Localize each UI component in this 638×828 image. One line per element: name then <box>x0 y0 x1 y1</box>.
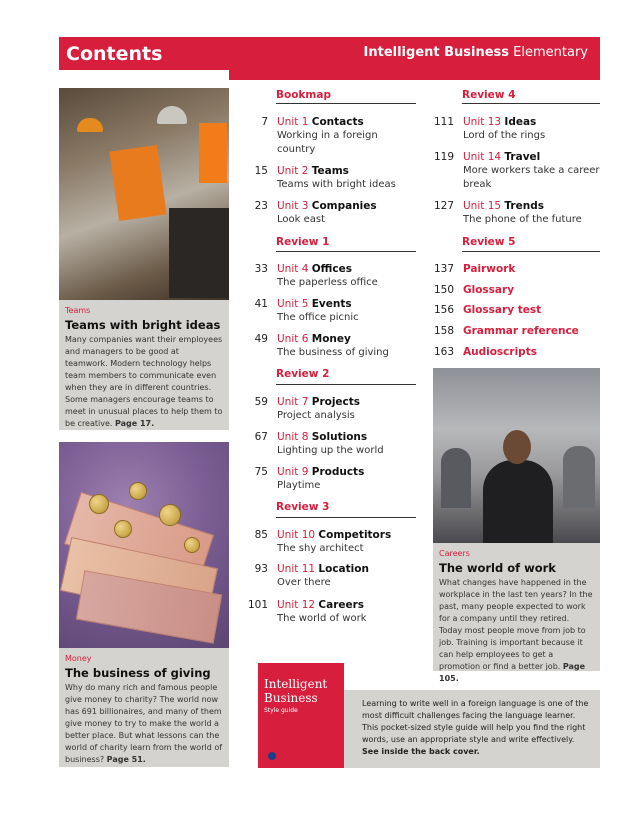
coin-shape <box>129 482 147 500</box>
panel-title: The business of giving <box>65 666 211 680</box>
toc-entry[interactable] <box>254 396 361 423</box>
careers-panel <box>433 543 600 683</box>
review-heading[interactable]: Review 1 <box>276 236 330 248</box>
toc-entry[interactable] <box>433 304 542 316</box>
toc-entry[interactable] <box>433 346 537 358</box>
page-number: 93 <box>254 563 268 575</box>
interview-photo <box>433 368 600 543</box>
divider <box>462 251 600 252</box>
unit-subtitle: Teams with bright ideas <box>277 179 396 190</box>
unit-subtitle: Playtime <box>277 480 321 491</box>
extra-label: Glossary <box>463 284 515 296</box>
review-heading[interactable]: Review 3 <box>276 501 330 513</box>
unit-topic: Solutions <box>311 431 368 443</box>
toc-entry[interactable] <box>254 563 369 590</box>
unit-title <box>277 599 367 611</box>
toc-entry[interactable] <box>254 200 377 227</box>
teams-panel <box>59 300 229 430</box>
unit-title <box>277 396 360 408</box>
page-ref[interactable]: Page 51. <box>106 755 146 764</box>
unit-topic: Trends <box>504 200 544 212</box>
unit-number: Unit 12 <box>277 599 316 611</box>
extra-label: Grammar reference <box>463 325 579 337</box>
person-head-shape <box>503 430 531 464</box>
toc-entry[interactable] <box>254 165 396 192</box>
page-number: 137 <box>433 263 454 275</box>
unit-title <box>277 298 359 310</box>
back-cover-link[interactable]: See inside the back cover. <box>362 747 480 756</box>
unit-number: Unit 6 <box>277 333 309 345</box>
toc-entry[interactable] <box>261 116 378 157</box>
unit-topic: Ideas <box>504 116 537 128</box>
panel-body: Why do many rich and famous people give money to charity? The world now has 691 billionaires, and many of them give money to try to make the world a better place. But what lessons can the world of charity learn from the world of business? <box>65 683 223 764</box>
unit-subtitle: The shy architect <box>277 543 364 554</box>
divider <box>276 517 416 518</box>
coin-shape <box>89 494 109 514</box>
divider <box>276 251 416 252</box>
toc-entry[interactable] <box>433 263 516 275</box>
unit-topic: Competitors <box>318 529 392 541</box>
page-number: 119 <box>433 151 454 163</box>
toc-entry[interactable] <box>254 333 389 360</box>
unit-title <box>277 263 378 275</box>
unit-title <box>277 116 378 128</box>
toc-entry[interactable] <box>254 466 365 493</box>
page-number: 67 <box>254 431 268 443</box>
unit-number: Unit 14 <box>463 151 502 163</box>
unit-topic: Money <box>311 333 351 345</box>
unit-subtitle: The world of work <box>277 613 367 624</box>
book-subtitle: Style guide <box>264 707 298 714</box>
toc-entry[interactable] <box>254 298 359 325</box>
subtitle-line: Working in a foreign <box>277 130 378 141</box>
unit-title <box>277 466 364 478</box>
page-number: 33 <box>254 263 268 275</box>
style-guide-text <box>362 698 592 758</box>
page-number: 85 <box>254 529 268 541</box>
book-title <box>264 677 327 705</box>
safety-vest-shape <box>199 123 227 183</box>
unit-topic: Offices <box>311 263 352 275</box>
unit-topic: Careers <box>318 599 365 611</box>
review-heading[interactable]: Review 2 <box>276 368 330 380</box>
page-number: 59 <box>254 396 268 408</box>
unit-number: Unit 3 <box>277 200 309 212</box>
unit-subtitle <box>277 129 378 157</box>
subtitle-line: break <box>463 179 492 190</box>
unit-subtitle: The office picnic <box>277 312 359 323</box>
unit-topic: Companies <box>311 200 377 212</box>
page-ref[interactable]: Page 17. <box>114 419 155 428</box>
coin-shape <box>184 537 200 553</box>
divider <box>276 384 416 385</box>
unit-number: Unit 4 <box>277 263 309 275</box>
publisher-logo-icon <box>268 752 276 760</box>
unit-subtitle: The paperless office <box>277 277 378 288</box>
unit-subtitle: Lighting up the world <box>277 445 384 456</box>
unit-number: Unit 1 <box>277 116 309 128</box>
panel-body: Many companies want their employees and managers to be good at teamwork. Modern technology helps team members to communicate even when they are in different countries. Some managers encourage teams to meet in unusual places to help them to be creative. <box>65 335 223 428</box>
page-number: 7 <box>261 116 268 128</box>
page-number: 111 <box>433 116 454 128</box>
unit-topic: Teams <box>311 165 349 177</box>
page-ref[interactable]: Page 105. <box>439 662 586 683</box>
toc-entry[interactable] <box>254 529 392 556</box>
unit-title <box>463 116 545 128</box>
safety-vest-shape <box>109 145 166 221</box>
unit-title <box>277 200 377 212</box>
person-shape <box>441 448 471 508</box>
unit-number: Unit 2 <box>277 165 309 177</box>
divider <box>276 103 416 104</box>
coin-shape <box>114 520 132 538</box>
panel-text <box>65 334 223 430</box>
money-photo <box>59 442 229 648</box>
unit-title <box>277 529 391 541</box>
unit-title <box>277 563 369 575</box>
book-title-line: Business <box>264 691 318 705</box>
page-number: 150 <box>433 284 454 296</box>
toc-entry[interactable] <box>433 151 600 192</box>
money-panel <box>59 648 229 767</box>
unit-subtitle <box>463 164 600 192</box>
unit-topic: Contacts <box>311 116 364 128</box>
extra-label: Glossary test <box>463 304 542 316</box>
panel-tag: Teams <box>65 306 91 315</box>
hardhat-shape <box>77 118 103 132</box>
panel-title: The world of work <box>439 561 556 575</box>
brand-label <box>364 45 588 60</box>
toc-entry[interactable] <box>433 284 515 296</box>
toc-entry[interactable] <box>433 325 579 337</box>
unit-subtitle: Lord of the rings <box>463 130 546 141</box>
review-heading[interactable]: Review 4 <box>462 89 516 101</box>
unit-subtitle: The phone of the future <box>463 214 582 225</box>
page-number: 127 <box>433 200 454 212</box>
panel-text <box>439 577 594 685</box>
page-number: 23 <box>254 200 268 212</box>
unit-title <box>463 200 582 212</box>
unit-number: Unit 9 <box>277 466 309 478</box>
page-number: 75 <box>254 466 268 478</box>
unit-subtitle: Look east <box>277 214 326 225</box>
page-number: 101 <box>247 599 268 611</box>
panel-title: Teams with bright ideas <box>65 318 221 332</box>
unit-topic: Events <box>311 298 352 310</box>
hardhat-shape <box>157 106 187 124</box>
unit-subtitle: Project analysis <box>277 410 355 421</box>
extra-label: Audioscripts <box>463 346 537 358</box>
subtitle-line: country <box>277 144 316 155</box>
divider <box>462 103 600 104</box>
header-underbar <box>229 70 600 80</box>
unit-topic: Location <box>318 563 369 575</box>
page-number: 41 <box>254 298 268 310</box>
page-number: 163 <box>433 346 454 358</box>
person-shape <box>563 446 595 508</box>
toc-entry[interactable] <box>433 116 546 143</box>
unit-number: Unit 15 <box>463 200 502 212</box>
unit-number: Unit 7 <box>277 396 309 408</box>
book-title-line: Intelligent <box>264 677 328 691</box>
review-heading[interactable]: Review 5 <box>462 236 516 248</box>
subtitle-line: More workers take a career <box>463 165 600 176</box>
page-number: 158 <box>433 325 454 337</box>
panel-tag: Money <box>65 654 92 663</box>
panel-tag: Careers <box>439 549 470 558</box>
toc-entry[interactable] <box>247 599 367 626</box>
page-number: 15 <box>254 165 268 177</box>
header-bar <box>59 37 600 70</box>
toc-entry[interactable] <box>254 431 384 458</box>
extra-label: Pairwork <box>463 263 516 275</box>
unit-topic: Products <box>311 466 365 478</box>
unit-number: Unit 5 <box>277 298 309 310</box>
page-number: 49 <box>254 333 268 345</box>
unit-title <box>463 151 600 163</box>
unit-topic: Projects <box>311 396 361 408</box>
unit-title <box>277 431 384 443</box>
coin-shape <box>159 504 181 526</box>
style-guide-book-cover <box>258 663 344 768</box>
machine-shape <box>169 208 229 298</box>
unit-number: Unit 8 <box>277 431 309 443</box>
unit-title <box>277 165 396 177</box>
panel-text <box>65 682 223 766</box>
unit-subtitle: The business of giving <box>277 347 389 358</box>
unit-topic: Travel <box>504 151 541 163</box>
panel-body: What changes have happened in the workplace in the last ten years? In the past, many people expected to work for a company until they retired. Today most people move from job to job. Training is important because it can help employees to get a promotion or find a better job. <box>439 578 593 671</box>
unit-number: Unit 10 <box>277 529 316 541</box>
person-shape <box>483 460 553 543</box>
brand-level: Elementary <box>513 45 588 60</box>
toc-entry[interactable] <box>254 263 378 290</box>
unit-number: Unit 13 <box>463 116 502 128</box>
page-number: 156 <box>433 304 454 316</box>
unit-number: Unit 11 <box>277 563 316 575</box>
style-guide-body: Learning to write well in a foreign language is one of the most difficult challenges facing the language learner. This pocket-sized style guide will help you find the right words, use an appropriate style and write effectively. <box>362 699 589 744</box>
page-title: Contents <box>66 43 163 65</box>
brand-bold: Intelligent Business <box>363 45 510 60</box>
toc-entry[interactable] <box>433 200 582 227</box>
workers-photo <box>59 88 229 300</box>
unit-title <box>277 333 389 345</box>
unit-subtitle: Over there <box>277 577 331 588</box>
bookmap-heading: Bookmap <box>276 89 331 101</box>
